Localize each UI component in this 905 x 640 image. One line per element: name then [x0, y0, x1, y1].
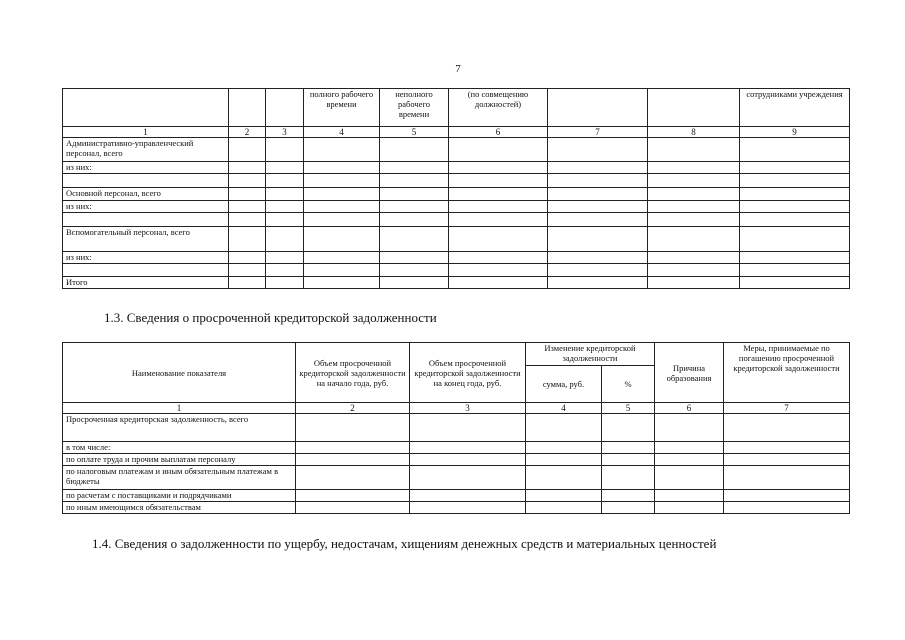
staff-header-cell-8 [648, 89, 740, 127]
section-title-overdue-payables: 1.3. Сведения о просроченной кредиторской задолженности [104, 310, 437, 325]
row-label: в том числе: [63, 442, 296, 454]
staff-col-number: 9 [740, 127, 850, 138]
staff-number-row [63, 127, 850, 138]
table-row [63, 201, 850, 213]
payables-col-number: 4 [526, 403, 602, 414]
table-row [63, 414, 850, 442]
header-indicator-name: Наименование показателя [63, 343, 296, 403]
header-reason: Причина образования [655, 343, 724, 403]
row-label: по оплате труда и прочим выплатам персоналу [63, 454, 296, 466]
staff-col-number: 5 [380, 127, 449, 138]
table-row [63, 188, 850, 201]
header-end-of-year: Объем просроченной кредиторской задолженности на конец года, руб. [410, 343, 526, 403]
staff-header-row [63, 89, 850, 127]
table-row [63, 442, 850, 454]
header-sum: сумма, руб. [526, 366, 602, 403]
staff-col-number: 2 [229, 127, 266, 138]
staff-col-number: 8 [648, 127, 740, 138]
row-label: Административно-управленческий персонал, всего [63, 138, 229, 162]
row-label: по расчетам с поставщиками и подрядчиками [63, 490, 296, 502]
table-row [63, 162, 850, 174]
page-number: 7 [455, 63, 461, 75]
table-row [63, 174, 850, 188]
row-label [63, 213, 229, 227]
header-change: Изменение кредиторской задолженности [526, 343, 655, 366]
payables-number-row [63, 403, 850, 414]
payables-col-number: 7 [724, 403, 850, 414]
table-row [63, 138, 850, 162]
staff-table [62, 88, 850, 289]
row-label [63, 174, 229, 188]
payables-header-row [63, 343, 850, 366]
overdue-payables-table [62, 342, 850, 514]
table-row [63, 490, 850, 502]
table-row [63, 454, 850, 466]
staff-header-combined: (по совмещению должностей) [449, 89, 548, 127]
staff-header-cell-3 [266, 89, 304, 127]
staff-header-full-time: полного рабочего времени [304, 89, 380, 127]
row-label: из них: [63, 201, 229, 213]
row-label: Итого [63, 277, 229, 289]
payables-col-number: 3 [410, 403, 526, 414]
row-label [63, 264, 229, 277]
table-row [63, 213, 850, 227]
header-start-of-year: Объем просроченной кредиторской задолженности на начало года, руб. [296, 343, 410, 403]
row-label: по иным имеющимся обязательствам [63, 502, 296, 514]
row-label: из них: [63, 252, 229, 264]
table-row [63, 227, 850, 252]
payables-col-number: 1 [63, 403, 296, 414]
staff-header-part-time: неполного рабочего времени [380, 89, 449, 127]
table-row [63, 502, 850, 514]
payables-col-number: 6 [655, 403, 724, 414]
staff-col-number: 3 [266, 127, 304, 138]
table-row [63, 466, 850, 490]
payables-col-number: 2 [296, 403, 410, 414]
staff-col-number: 4 [304, 127, 380, 138]
table-row [63, 264, 850, 277]
staff-header-cell-2 [229, 89, 266, 127]
payables-col-number: 5 [602, 403, 655, 414]
staff-header-cell-7 [548, 89, 648, 127]
row-label: Основной персонал, всего [63, 188, 229, 201]
row-label: по налоговым платежам и иным обязательным платежам в бюджеты [63, 466, 296, 490]
table-row [63, 277, 850, 289]
row-label: Вспомогательный персонал, всего [63, 227, 229, 252]
header-percent: % [602, 366, 655, 403]
section-title-damage-debts: 1.4. Сведения о задолженности по ущербу, недостачам, хищениям денежных средств и материальных ценностей [92, 536, 717, 551]
table-row [63, 252, 850, 264]
staff-col-number: 7 [548, 127, 648, 138]
header-measures: Меры, принимаемые по погашению просроченной кредиторской задолженности [724, 343, 850, 403]
staff-header-cell-1 [63, 89, 229, 127]
staff-col-number: 6 [449, 127, 548, 138]
staff-header-employees: сотрудниками учреждения [740, 89, 850, 127]
row-label: из них: [63, 162, 229, 174]
staff-col-number: 1 [63, 127, 229, 138]
row-label: Просроченная кредиторская задолженность, всего [63, 414, 296, 442]
